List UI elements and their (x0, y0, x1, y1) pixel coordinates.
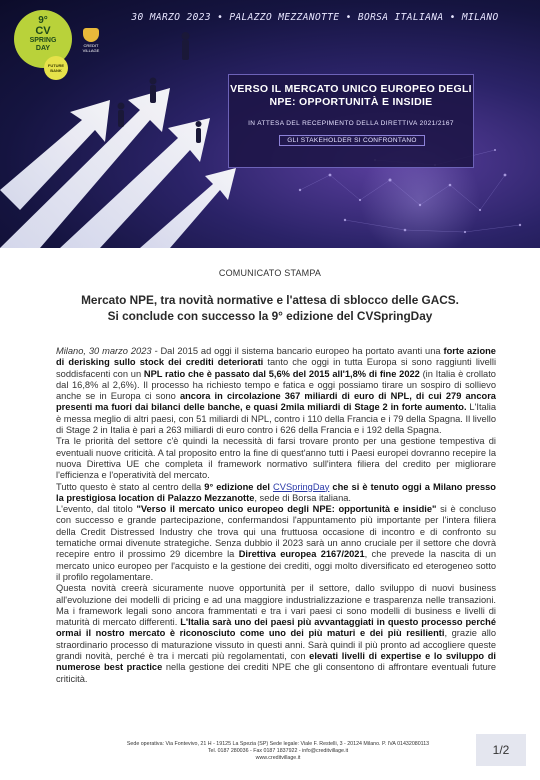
future-bank-logo-text: FUTURE BANK (47, 63, 65, 73)
hero-subtitle-2: GLI STAKEHOLDER SI CONFRONTANO (279, 135, 425, 146)
press-release-tag: COMUNICATO STAMPA (218, 268, 322, 278)
page-number: 1/2 (476, 734, 526, 766)
headline-line-1: Mercato NPE, tra novità normative e l'attesa di sblocco delle GACS. (81, 293, 459, 307)
future-bank-logo (44, 56, 68, 80)
logo-spring: SPRING (29, 37, 57, 44)
dateline: Milano, 30 marzo 2023 - (56, 346, 158, 356)
cvspringday-link[interactable]: CVSpringDay (273, 481, 330, 492)
hero-banner (0, 0, 540, 248)
credit-village-mark-icon (83, 28, 99, 42)
hero-title-box (228, 74, 474, 168)
hero-title: VERSO IL MERCATO UNICO EUROPEO DEGLI NPE: OPPORTUNITÀ E INSIDIE (230, 83, 472, 108)
footer-website[interactable]: www.creditvillage.it (255, 755, 301, 761)
footer-address: Sede operativa: Via Fontevivo, 21 H - 19125 La Spezia (SP) Sede legale: Viale F. Restelli, 3 - 20124 Milano. P. IVA 01432080113 (126, 741, 430, 747)
event-date-location: 30 MARZO 2023 • PALAZZO MEZZANOTTE • BORSA ITALIANA • MILANO (131, 12, 499, 23)
footer-contacts (88, 741, 468, 762)
paragraph-5: Questa novità creerà sicuramente nuove opportunità per il settore, dallo sviluppo di nuovi business all'evoluzione dei modelli di pricing e ad una maggiore industrializzazione e trasparenza nelle transazioni. Ma i framework legali sono ancora frammentati e tra i vari paesi ci sono modelli di business e livelli di maturità di mercato differenti. L'Italia sarà uno dei paesi più avvantaggiati in questo processo perché ormai il nostro mercato è riconosciuto come uno dei più maturi e dei più resilienti, grazie allo straordinario processo di maturazione vissuto in questi anni. Sarà quindi il più pronto ad accogliere queste grandi novità, perché è tra i mercati più regolamentati, con elevati livelli di expertise e lo sviluppo di numerose best practice nella gestione dei crediti NPE che gli consentono di affrontare eventuali future criticità. (56, 583, 497, 684)
credit-village-logo (76, 28, 106, 54)
paragraph-3: Tutto questo è stato al centro della 9° edizione del CVSpringDay che si è tenuto oggi a Milano presso la prestigiosa location di Palazzo Mezzanotte, sede di Borsa italiana. (56, 481, 496, 503)
footer-phone: Tel. 0187 280036 - Fax 0187 1837922 - info@creditvillage.it (207, 748, 349, 754)
hero-subtitle-1: IN ATTESA DEL RECEPIMENTO DELLA DIRETTIVA 2021/2167 (248, 120, 454, 127)
paragraph-4: L'evento, dal titolo "Verso il mercato unico europeo degli NPE: opportunità e insidie" si è concluso con successo e grande partecipazione, confermandosi l'appuntamento più importante per l'intera filiera della Credit Distressed Industry che trova qui una fruttuosa occasione di incontro e di confronto su tematiche ormai divenute strategiche. Senza dubbio il 2023 sarà un anno cruciale per il settore che dovrà recepire entro il prossimo 29 dicembre la Direttiva europea 2167/2021, che prevede la nascita di un mercato unico europeo per l'acquisto e la gestione dei crediti, oggi molto diversificato ed eterogeneo sotto il profilo regolamentare. (56, 504, 496, 582)
headline (40, 292, 500, 324)
headline-line-2: Si conclude con successo la 9° edizione del CVSpringDay (107, 309, 433, 323)
logo-brand: CV (35, 25, 51, 37)
paragraph-2: Tra le priorità del settore c'è quindi la necessità di farsi trovare pronto per una gestione tempestiva di eventuali nuove criticità. A tal proposito entro la fine di quest'anno tutti i Paesi europei dovranno recepire la nuova Direttiva UE che completa il framework normativo sull'intera filiera del credito per migliorare l'efficienza e l'operatività del mercato. (56, 436, 496, 481)
article-body (56, 346, 496, 685)
logo-edition: 9° (38, 15, 48, 26)
paragraph-1: Milano, 30 marzo 2023 - Dal 2015 ad oggi il sistema bancario europeo ha portato avanti una forte azione di derisking sullo stock dei crediti deteriorati tanto che oggi in tutta Europa si sono raggiunti livelli soddisfacenti con un NPL ratio che è passato dal 5,6% del 2015 all'1,8% di fine 2022 (in Italia è crollato dal 16,8% al 2,6%). Il processo ha richiesto tempo e fatica e oggi possiamo tirare un sospiro di sollievo anche se in Europa ci sono ancora in circolazione 367 miliardi di euro di NPL, di cui 279 ancora presenti ma fuori dai bilanci delle banche, e quasi 2mila miliardi di Stage 2 in forte aumento. L'Italia è messa meglio di altri paesi, con 51 miliardi di NPL, contro i 110 della Francia e i 79 della Spagna. Il livello di Stage 2 in Italia è pari a 263 miliardi di euro contro i 626 della Francia e i 192 della Spagna. (56, 346, 497, 436)
logo-day: DAY (35, 45, 51, 52)
credit-village-logo-text: CREDIT VILLAGE (82, 43, 100, 53)
